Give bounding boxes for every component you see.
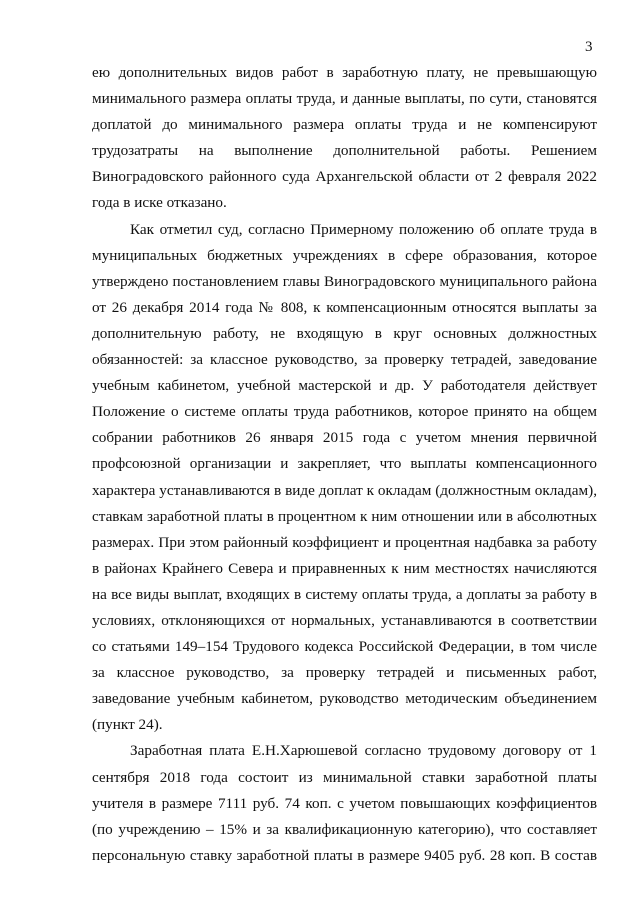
text-line: заведование учебным кабинетом, руководство методическим объединением bbox=[92, 690, 597, 708]
text-line: ею дополнительных видов работ в заработную плату, не превышающую bbox=[92, 64, 597, 81]
text-line: размерах. При этом районный коэффициент и процентная надбавка за работу bbox=[92, 533, 597, 551]
text-line: персональную ставку заработной платы в размере 9405 руб. 28 коп. В состав bbox=[92, 846, 597, 864]
text-line: характера устанавливаются в виде доплат к окладам (должностным окладам), bbox=[92, 481, 597, 499]
text-line: трудозатраты на выполнение дополнительной работы. Решением bbox=[92, 142, 597, 160]
text-line: ставкам заработной платы в процентном к ним отношении или в абсолютных bbox=[92, 507, 597, 525]
paragraph-1 bbox=[92, 60, 597, 217]
text-line: в районах Крайнего Севера и приравненных к ним местностях начисляются bbox=[92, 559, 597, 577]
text-line: условиях, отклоняющихся от нормальных, устанавливаются в соответствии bbox=[92, 611, 597, 629]
text-line: собрании работников 26 января 2015 года с учетом мнения первичной bbox=[92, 429, 597, 447]
text-line: Как отметил суд, согласно Примерному положению об оплате труда в bbox=[130, 220, 597, 238]
text-line: учителя в размере 7111 руб. 74 коп. с учетом повышающих коэффициентов bbox=[92, 794, 597, 812]
text-line: доплатой до минимального размера оплаты труда и не компенсируют bbox=[92, 116, 597, 134]
text-line: года в иске отказано. bbox=[92, 194, 227, 212]
paragraph-2 bbox=[92, 217, 597, 739]
text-line: профсоюзной организации и закрепляет, что выплаты компенсационного bbox=[92, 455, 597, 473]
text-line: утверждено постановлением главы Виноградовского муниципального района bbox=[92, 272, 597, 290]
text-line: минимального размера оплаты труда, и данные выплаты, по сути, становятся bbox=[92, 90, 597, 108]
text-line: Положение о системе оплаты труда работников, которое принято на общем bbox=[92, 403, 597, 421]
paragraph-3 bbox=[92, 738, 597, 868]
text-line: учебным кабинетом, учебной мастерской и др. У работодателя действует bbox=[92, 377, 597, 395]
text-line: обязанностей: за классное руководство, за проверку тетрадей, заведование bbox=[92, 351, 597, 369]
text-line: (пункт 24). bbox=[92, 716, 163, 734]
page-number: 3 bbox=[585, 39, 593, 55]
text-line: Заработная плата Е.Н.Харюшевой согласно трудовому договору от 1 bbox=[130, 742, 597, 760]
text-line: за классное руководство, за проверку тетрадей и письменных работ, bbox=[92, 664, 597, 682]
text-line: дополнительную работу, не входящую в круг основных должностных bbox=[92, 324, 597, 342]
text-line: со статьями 149–154 Трудового кодекса Российской Федерации, в том числе bbox=[92, 638, 597, 656]
text-line: от 26 декабря 2014 года № 808, к компенсационным относятся выплаты за bbox=[92, 298, 597, 316]
text-line: Виноградовского районного суда Архангельской области от 2 февраля 2022 bbox=[92, 168, 597, 186]
document-body bbox=[92, 60, 597, 869]
text-line: на все виды выплат, входящих в систему оплаты труда, а доплаты за работу в bbox=[92, 585, 597, 603]
text-line: муниципальных бюджетных учреждениях в сфере образования, которое bbox=[92, 246, 597, 264]
text-line: (по учреждению – 15% и за квалификационную категорию), что составляет bbox=[92, 820, 597, 838]
text-line: сентября 2018 года состоит из минимальной ставки заработной платы bbox=[92, 768, 597, 786]
